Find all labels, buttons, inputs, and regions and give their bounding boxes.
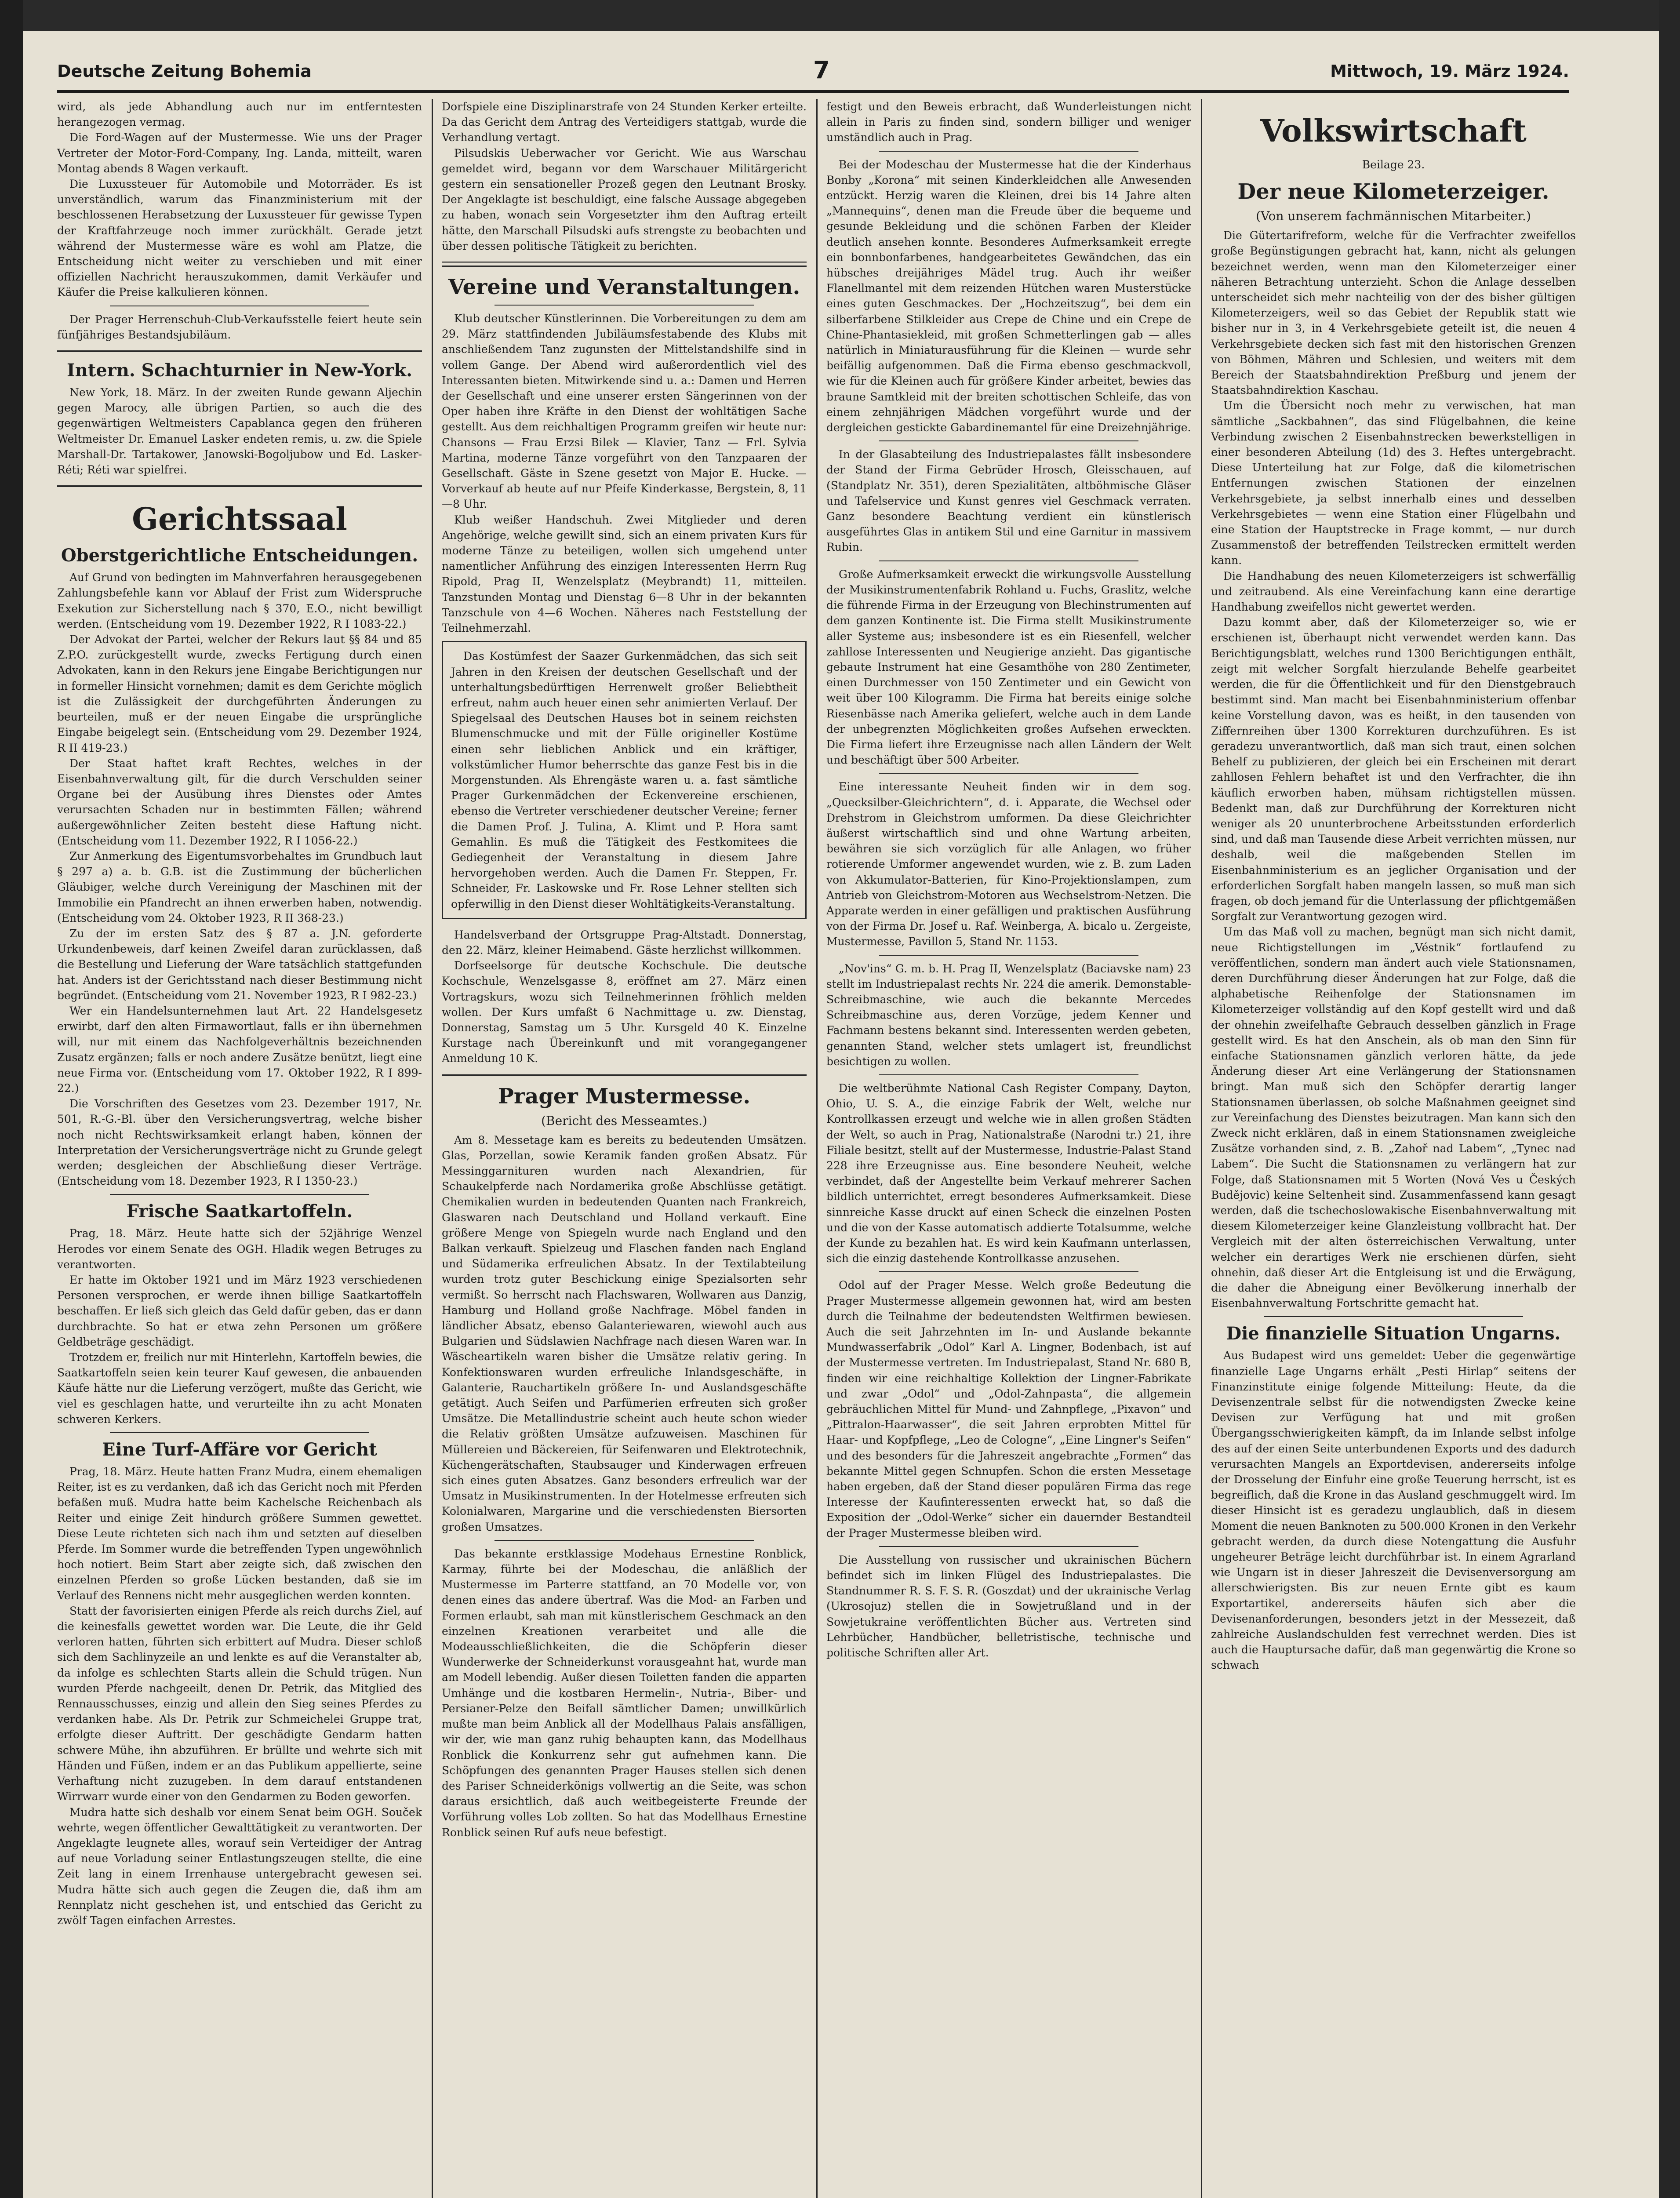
paragraph: Klub weißer Handschuh. Zwei Mitglieder und deren Angehörige, welche gewillt sind, sich an einem privaten Kurs für moderne Tänze zu beteiligen, wollen sich umgehend unter namentlicher Anführung des einzigen Interessenten Herrn Rug Ripold, Prag II, Wenzelsplatz (Meybrandt) 11, mitteilen. Tanzstunden Montag und Dienstag 6—8 Uhr in der bekannten Tanzschule von 4—6 Wochen. Näheres nach Feststellung der Teilnehmerzahl. xyxy=(442,513,807,635)
paragraph: Die Ausstellung von russischer und ukrainischen Büchern befindet sich im linken Flügel des Industriepalastes. Die Standnummer R. S. F. S. R. (Goszdat) und der ukrainische Verlag (Ukrosojuz) stellen die in Sowjetrußland und in der Sowjetukraine veröffentlichten Bücher aus. Vertreten sind Lehrbücher, Handbücher, belletristische, technische und politische Schriften aller Art. xyxy=(826,1553,1191,1659)
column-divider xyxy=(816,99,818,2198)
divider xyxy=(879,151,1138,152)
divider xyxy=(879,440,1138,441)
paragraph: Dorfspiele eine Disziplinarstrafe von 24 Stunden Kerker erteilte. Da das Gericht dem Antrag des Verteidigers stattgab, wurde die Verhandlung vertagt. xyxy=(442,100,807,144)
article-title-turf: Eine Turf-Affäre vor Gericht xyxy=(102,1439,377,1460)
paragraph: Trotzdem er, freilich nur mit Hinterlehn, Kartoffeln bewies, die Saatkartoffeln seien kein teurer Kauf gewesen, die anbauenden Käufe hätte nur die Lieferung verzögert, mußte das Gericht, wie viel es geschlagen hatte, und verurteilte ihn zu acht Monaten schweren Kerkers. xyxy=(57,1351,422,1426)
paragraph: Der Prager Herrenschuh-Club-Verkaufsstelle feiert heute sein fünfjähriges Bestandsjubiläum. xyxy=(57,313,422,341)
paragraph: Der Advokat der Partei, welcher der Rekurs laut §§ 84 und 85 Z.P.O. zurückgestellt wurde, zwecks Fertigung durch einen Advokaten, kann in den Rekurs jene Eingabe Berichtigungen nur in formeller Hinsicht vornehmen; damit es dem Gerichte möglich ist die Zulässigkeit der durchgeführten Änderungen zu beurteilen, muß er der neuen Eingabe die ursprüngliche Eingabe beigelegt sein. (Entscheidung vom 29. Dezember 1924, R II 419-23.) xyxy=(57,633,422,754)
section-title-vereine: Vereine und Veranstaltungen. xyxy=(448,275,800,300)
issue-date: Mittwoch, 19. März 1924. xyxy=(1330,62,1569,81)
paragraph: Die Ford-Wagen auf der Mustermesse. Wie uns der Prager Vertreter der Motor-Ford-Company, Ing. Landa, mitteilt, waren Montag abends 8 Wagen verkauft. xyxy=(57,131,422,175)
paragraph: Die Handhabung des neuen Kilometerzeigers ist schwerfällig und zeitraubend. Als eine Vereinfachung kann eine derartige Handhabung zweifellos nicht gewertet werden. xyxy=(1211,569,1576,614)
paragraph: Auf Grund von bedingten im Mahnverfahren herausgegebenen Zahlungsbefehle kann vor Ablauf der Frist zum Widerspruche Exekution zur Sicherstellung nach § 370, E.O., nicht bewilligt werden. (Entscheidung vom 19. Dezember 1922, R I 1083-22.) xyxy=(57,571,422,630)
column-divider xyxy=(1201,99,1202,2198)
divider xyxy=(57,485,422,487)
divider xyxy=(879,773,1138,774)
paragraph: Aus Budapest wird uns gemeldet: Ueber die gegenwärtige finanzielle Lage Ungarns erhält „Pesti Hirlap“ seitens der Finanzinstitute einige folgende Mitteilung: Heute, da die Devisenzentrale selbst für die notwendigsten Zwecke keine Devisen zur Verfügung hat und mit großen Übergangsschwierigkeiten kämpft, da im Inlande selbst infolge des auf der einen Seite unterbundenen Exports und des dadurch verursachten Mangels an Exportdevisen, andererseits infolge der Drosselung der Einfuhr eine große Teuerung herrscht, ist es begreiflich, daß die Krone in das Ausland geschmuggelt wird. Im dieser Hinsicht ist es geradezu unglaublich, daß in diesem Moment die neuen Banknoten zu 500.000 Kronen in den Verkehr gebracht werden, da durch diese Notengattung die Ausfuhr ungeheurer Beträge leicht durchführbar ist. In einem Agrarland wie Ungarn ist in dieser Jahreszeit die Devisenversorgung am allerschwierigsten. Bis zur neuen Ernte gibt es kaum Exportartikel, andererseits häufen sich aber die Devisenanforderungen, besonders jetzt in der Messezeit, daß zahlreiche Auslandschulden fest verrechnet werden. Dies ist auch die Hauptursache dafür, daß man gegenwärtig die Krone so schwach xyxy=(1211,1349,1576,1672)
boxed-notice xyxy=(442,641,807,919)
paragraph: „Nov'ins“ G. m. b. H. Prag II, Wenzelsplatz (Baciavske nam) 23 stellt im Industriepalast rechts Nr. 224 die amerik. Demonstable-Schreibmaschine, wie auch die bekannte Mercedes Schreibmaschine aus, deren Vorzüge, jedem Kenner und Fachmann bestens bekannt sind. Interessenten werden gebeten, genannten Stand, welcher stets umlagert ist, freundlichst besichtigen zu wollen. xyxy=(826,962,1191,1068)
column-4 xyxy=(1211,99,1576,2198)
paragraph: Er hatte im Oktober 1921 und im März 1923 verschiedenen Personen versprochen, er werde ihnen billige Saatkartoffeln beschaffen. Er ließ sich gleich das Geld dafür geben, das er dann durchbrachte. So hat er etwa zehn Personen um größere Geldbeträge geschädigt. xyxy=(57,1274,422,1348)
column-1 xyxy=(57,99,422,2198)
divider xyxy=(1264,1316,1523,1317)
paragraph: Prag, 18. März. Heute hatten Franz Mudra, einem ehemaligen Reiter, ist es zu verdanken, daß ich das Gericht noch mit Pferden befaßen muß. Mudra hatte beim Kachelsche Reichenbach als Reiter und einige Zeit hindurch größere Summen gewettet. Diese Leute richteten sich nach ihm und setzten auf dieselben Pferde. Im Sommer wurde die betreffenden Typen ungewöhnlich hoch notiert. Beim Start aber zeigte sich, daß zwischen den einzelnen Pferden so große Lücken bestanden, daß sie im Verlauf des Rennens nicht mehr ausgeglichen werden konnten. xyxy=(57,1465,422,1602)
paragraph: Bei der Modeschau der Mustermesse hat die der Kinderhaus Bonby „Korona“ mit seinen Kinderkleidchen alle Anwesenden entzückt. Herzig waren die Kleinen, drei bis 14 Jahre alten „Mannequins“, denen man die Freude über die bequeme und gesunde Bekleidung und die schönen Farben der Kleider deutlich ansehen konnte. Besonderes Aufmerksamkeit erregte ein bonnbonfarbenes, handgearbeitetes Gewändchen, das ein hübsches dreijähriges Mädel trug. Auch ihr weißer Flanellmantel mit dem reizenden Hütchen waren Musterstücke eines guten Geschmackes. Der „Hochzeitszug“, bei dem ein silberfarbene Stilkleider aus Crepe de Chine und ein Crepe de Chine-Phantasiekleid, mit großen Schmetterlingen gab — alles natürlich in Miniaturausführung für die Kleinen — wurde sehr beifällig aufgenommen. Daß die Firma ebenso geschmackvoll, wie für die Kleinen auch für größere Kinder arbeitet, bewies das braune Samtkleid mit der breiten schottischen Schleife, das von einem zehnjährigen Mädchen vorgeführt wurde und der dergleichen gestickte Gabardinemantel für eine Dreizehnjährige. xyxy=(826,158,1191,434)
masthead-title: Deutsche Zeitung Bohemia xyxy=(57,62,312,81)
divider xyxy=(879,560,1138,561)
divider xyxy=(110,1432,369,1433)
divider xyxy=(879,955,1138,956)
divider xyxy=(495,305,754,306)
paragraph: Statt der favorisierten einigen Pferde als reich durchs Ziel, auf die keinesfalls gewettet worden war. Die Leute, die ihr Geld verloren hatten, führten sich erbittert auf Mudra. Dieser schloß sich dem Sachlinyzeile an und lenkte es auf die Veranstalter ab, da infolge es schlechten Starts allein die Schuld trügen. Nun wurden Pferde nachgeeilt, denen Dr. Petrik, das Mitglied des Rennausschusses, einzig und allein den Sieg seines Pferdes zu verdanken habe. Als Dr. Petrik zur Schmeichelei Gruppe trat, erfolgte dieser Auftritt. Der geschädigte Gendarm hatten schwere Mühe, ihn abzuführen. Er brüllte und wehrte sich mit Händen und Füßen, indem er an das Publikum appellierte, seine Verhaftung nicht zuzugeben. In dem darauf entstandenen Wirrwarr wurde einer von den Gendarmen zu Boden geworfen. xyxy=(57,1604,422,1803)
paragraph: Am 8. Messetage kam es bereits zu bedeutenden Umsätzen. Glas, Porzellan, sowie Keramik fanden großen Absatz. Für Messinggarnituren wurden nach Alexandrien, für Schaukelpferde nach Nordamerika große Abschlüsse getätigt. Chemikalien wurden in bedeutenden Quanten nach Frankreich, Glaswaren nach Deutschland und Holland verkauft. Eine größere Menge von Spiegeln wurde nach England und den Balkan verkauft. Spielzeug und Flaschen fanden nach England und Südamerika erfreulichen Absatz. In der Textilabteilung wurden trotz guter Beschickung einige Spezialsorten sehr vermißt. So herrscht nach Flachswaren, Wollwaren aus Danzig, Hamburg und Holland große Nachfrage. Möbel fanden in ländlicher Absatz, ebenso Galanteriewaren, wiewohl auch aus Bulgarien und Südslawien Nachfrage nach diesen Waren war. In Wäscheartikeln waren bisher die Umsätze relativ gering. In Konfektionswaren wurden erfreuliche Inlandsgeschäfte, in Galanterie, Rauchartikeln größere In- und Auslandsgeschäfte getätigt. Auch Seifen und Parfümerien erfreuten sich großer Umsätze. Die Metallindustrie scheint auch heute schon wieder die Relativ größten Umsätze aufzuweisen. Maschinen für Müllereien und Bäckereien, für Seifenwaren und Elektrotechnik, Küchengerätschaften, Staubsauger und Kinderwagen erfreuen sich eines guten Absatzes. Ganz besonders erfreulich war der Umsatz in Musikinstrumenten. In der Hotelmesse erfreuten sich Kolonialwaren, Margarine und die verschiedensten Biersorten großen Umsatzes. xyxy=(442,1133,807,1533)
page-number: 7 xyxy=(813,56,830,84)
paragraph: Das Kostümfest der Saazer Gurkenmädchen, das sich seit Jahren in den Kreisen der deutschen Gesellschaft und der unterhaltungsbedürftigen Herrenwelt großer Beliebtheit erfreut, nahm auch heuer einen sehr animierten Verlauf. Der Spiegelsaal des Deutschen Hauses bot in seinem reichsten Blumenschmucke und mit der Fülle origineller Kostüme einen sehr lieblichen Anblick und ein kräftiger, volkstümlicher Humor beherrschte das ganze Fest bis in die Morgenstunden. Als Ehrengäste waren u. a. fast sämtliche Prager Gurkenmädchen der Eckenvereine erschienen, ebenso die Vertreter verschiedener deutscher Vereine; ferner die Damen Prof. J. Tulina, A. Klimt und P. Hora samt Gemahlin. Es muß die Tätigkeit des Festkomitees die Gediegenheit der Veranstaltung in diesem Jahre hervorgehoben werden. Auch die Damen Fr. Steppen, Fr. Schneider, Fr. Laskowske und Fr. Rose Lehner stellten sich opferwillig in den Dienst dieser Wohltätigkeits-Veranstaltung. xyxy=(451,650,797,910)
paragraph: Um die Übersicht noch mehr zu verwischen, hat man sämtliche „Sackbahnen“, das sind Flügelbahnen, die keine Verbindung zwischen 2 Eisenbahnstrecken bewerkstelligen in einer besonderen Abteilung (1d) des 3. Heftes untergebracht. Diese Unterteilung hat zur Folge, daß die kilometrischen Entfernungen zwischen Stationen der einzelnen Verkehrsgebiete, ja selbst innerhalb eines und desselben Verkehrsgebietes — wenn eine Station einer Flügelbahn und eine Station der Hauptstrecke in Frage kommt, — nur durch Zusammenstoß der betreffenden Teilstrecken ermittelt werden kann. xyxy=(1211,399,1576,567)
paragraph: Dorfseelsorge für deutsche Kochschule. Die deutsche Kochschule, Wenzelsgasse 8, eröffnet am 27. März einen Vortragskurs, wozu sich Teilnehmerinnen fröhlich melden wollen. Der Kurs umfaßt 6 Nachmittage u. zw. Dienstag, Donnerstag, Samstag um 5 Uhr. Kursgeld 40 K. Einzelne Kurstage nach Übereinkunft und mit vorangegangener Anmeldung 10 K. xyxy=(442,959,807,1065)
article-title-chess: Intern. Schachturnier in New-York. xyxy=(66,360,413,381)
section-title-volkswirtschaft: Volkswirtschaft xyxy=(1260,113,1527,149)
section-subtitle: Beilage 23. xyxy=(1362,158,1425,171)
paragraph: Klub deutscher Künstlerinnen. Die Vorbereitungen zu dem am 29. März stattfindenden Jubiläumsfestabende des Klubs mit anschließendem Tanz zugunsten der Mittelstandshilfe sind in vollem Gange. Der Abend wird außerordentlich viel des Interessanten bieten. Mitwirkende sind u. a.: Damen und Herren der Gesellschaft und eine unserer ersten Sängerinnen von der Oper haben ihre Kräfte in den Dienst der wohltätigen Sache gestellt. Aus dem reichhaltigen Programm greifen wir heute nur: Chansons — Frau Erzsi Bilek — Klavier, Tanz — Frl. Sylvia Martina, moderne Tänze vorgeführt von den Tanzpaaren der Gesellschaft. Gäste in Szene gesetzt von Major E. Hucke. — Vorverkauf ab heute auf nur Pfeife Kinderkasse, Bergstein, 8, 11—8 Uhr. xyxy=(442,312,807,511)
paragraph: Mudra hatte sich deshalb vor einem Senat beim OGH. Souček wehrte, wegen öffentlicher Gewalttätigkeit zu verantworten. Der Angeklagte leugnete alles, worauf sein Verteidiger der Antrag auf neue Vorladung seiner Entlastungszeugen stellte, die eine Zeit lang in einem Irrenhause untergebracht gewesen sei. Mudra hätte sich auch gegen die Zeugen die, daß ihm am Rennplatz nicht geschehen ist, und entschied das Gericht zu zwölf Tagen einfachen Arrestes. xyxy=(57,1805,422,1927)
paragraph: Odol auf der Prager Messe. Welch große Bedeutung die Prager Mustermesse allgemein gewonnen hat, wird am besten durch die Teilnahme der bedeutendsten Weltfirmen bewiesen. Auch die seit Jahrzehnten im In- und Auslande bekannte Mundwasserfabrik „Odol“ Karl A. Lingner, Bodenbach, ist auf der Mustermesse vertreten. Im Industriepalast, Stand Nr. 680 B, finden wir eine reichhaltige Kollektion der Lingner-Fabrikate und zwar „Odol“ und „Odol-Zahnpasta“, die allgemein gebräuchlichen Mittel für Mund- und Zahnpflege, „Pixavon“ und „Pittralon-Haarwasser“, die seit Jahren erprobten Mittel für Haar- und Kopfpflege, „Leo de Cologne“, „Eine Lingner's Seifen“ und des besonders für die Jahreszeit angebrachte „Formen“ das bekannte Mittel gegen Schnupfen. Schon die ersten Messetage haben ergeben, daß der Stand dieser populären Firma das rege Interesse der Kaufinteressenten erweckt hat, so daß die Exposition der „Odol-Werke“ sicher ein dauernder Bestandteil der Prager Mustermesse bleiben wird. xyxy=(826,1279,1191,1539)
section-subtitle: (Bericht des Messeamtes.) xyxy=(541,1113,707,1128)
paragraph: Pilsudskis Ueberwacher vor Gericht. Wie aus Warschau gemeldet wird, begann vor dem Warschauer Militärgericht gestern ein sensationeller Prozeß gegen den Leutnant Brosky. Der Angeklagte ist beschuldigt, eine falsche Aussage abgegeben zu haben, wonach sein Vorgesetzter ihm den Auftrag erteilt hätte, den Marschall Pilsudski aufs strengste zu beobachten und über dessen politische Tätigkeit zu berichten. xyxy=(442,146,807,252)
paragraph: In der Glasabteilung des Industriepalastes fällt insbesondere der Stand der Firma Gebrüder Hrosch, Gleisschauen, auf (Standplatz Nr. 351), deren Spezialitäten, altböhmische Gläser und Tafelservice und Kunst genres viel Geschmack verraten. Ganz besondere Beachtung verdient ein künstlerisch ausgeführtes Glas in antikem Stil und eine Garnitur in massivem Rubin. xyxy=(826,448,1191,554)
paragraph: Prag, 18. März. Heute hatte sich der 52jährige Wenzel Herodes vor einem Senate des OGH. Hladik wegen Betruges zu verantworten. xyxy=(57,1227,422,1271)
paragraph: Dazu kommt aber, daß der Kilometerzeiger so, wie er erschienen ist, überhaupt nicht verwendet werden kann. Das Berichtigungsblatt, welches rund 1300 Berichtigungen enthält, zeigt mit welcher Sorgfalt hierzulande Behelfe gearbeitet werden, die für die Öffentlichkeit und für den Dienstgebrauch bestimmt sind. Man macht bei Eisenbahnministerium offenbar keine Vorstellung davon, was es heißt, in den tausenden von Ziffernreihen über 1300 Korrekturen durchzuführen. Es ist geradezu unverantwortlich, daß man sich traut, einen solchen Behelf zu publizieren, der gleich bei ein Erscheinen mit derart zahllosen Fehlern behaftet ist und den Verfrachter, die ihn käuflich erworben haben, mühsam richtigstellen müssen. Bedenkt man, daß zur Durchführung der Korrekturen nicht weniger als 20 ununterbrochene Arbeitsstunden erforderlich sind, und daß man Tausende diese Arbeit verrichten müssen, nur deshalb, weil die maßgebenden Stellen im Eisenbahnministerium es an jeglicher Organisation und der erforderlichen Sorgfalt haben mangeln lassen, so muß man sich fragen, ob doch jemand für die Unterlassung der pflichtgemäßen Sorgfalt zur Verantwortung gezogen wird. xyxy=(1211,616,1576,923)
article-title-kilometerzeiger: Der neue Kilometerzeiger. xyxy=(1237,179,1549,204)
paragraph: New York, 18. März. In der zweiten Runde gewann Aljechin gegen Marocy, alle übrigen Partien, so auch die des gegenwärtigen Weltmeisters Capablanca gegen den früheren Weltmeister Dr. Emanuel Lasker endeten remis, u. zw. die Spiele Marshall-Dr. Tartakower, Janowski-Bogoljubow und Ed. Lasker-Réti; Réti war spielfrei. xyxy=(57,386,422,477)
paragraph: Zu der im ersten Satz des § 87 a. J.N. geforderte Urkundenbeweis, darf keinen Zweifel daran zurücklassen, daß die Bestellung und Lieferung der Ware tatsächlich stattgefunden hat. Anders ist der Gerichtsstand nach dieser Bestimmung nicht begründet. (Entscheidung vom 21. November 1923, R I 982-23.) xyxy=(57,927,422,1002)
article-subtitle: (Von unserem fachmännischen Mitarbeiter.) xyxy=(1256,209,1531,224)
paragraph: Der Staat haftet kraft Rechtes, welches in der Eisenbahnverwaltung gilt, für die durch Verschulden seiner Organe bei der Ausübung ihres Dienstes oder Amtes verursachten Schaden nur in bestimmten Fällen; während außergewöhnlicher Zeiten besteht diese Haftung nicht. (Entscheidung vom 11. Dezember 1922, R I 1056-22.) xyxy=(57,757,422,847)
paragraph: wird, als jede Abhandlung auch nur im entferntesten herangezogen vermag. xyxy=(57,100,422,129)
header-rule xyxy=(57,90,1569,93)
divider xyxy=(879,1271,1138,1272)
paragraph: Die Gütertarifreform, welche für die Verfrachter zweifellos große Begünstigungen gebracht hat, kann, nicht als gelungen bezeichnet werden, wenn man den Kilometerzeiger einer näheren Betrachtung unterzieht. Schon die Anlage desselben unterscheidet sich mehr nachteilig von der des bisher gültigen Kilometerzeigers, weil so das Gebiet der Republik statt wie bisher nur in 3, in 4 Verkehrsgebiete geteilt ist, die neuen 4 Verkehrsgebiete decken sich fast mit den historischen Grenzen von Böhmen, Mähren und Schlesien, und weiters mit dem Bereich der Staatsbahndirektion Preßburg und jenem der Staatsbahndirektion Kaschau. xyxy=(1211,229,1576,397)
paragraph: Die weltberühmte National Cash Register Company, Dayton, Ohio, U. S. A., die einzige Fabrik der Welt, welche nur Kontrollkassen erzeugt und welche wie in allen großen Städten der Welt, so auch in Prag, Nationalstraße (Narodni tr.) 21, ihre Filiale besitzt, stellt auf der Mustermesse, Industrie-Palast Stand 228 ihre Erzeugnisse aus. Eine besondere Neuheit, welche verbindet, daß der Angestellte beim Verkauf mehrerer Sachen bildlich unterrichtet, erregt besonderes Aufmerksamkeit. Diese sinnreiche Kasse druckt auf einen Scheck die einzelnen Posten und die von der Kasse automatisch addierte Totalsumme, welche der Kunde zu bezahlen hat. Es wird kein Kaufmann unterlassen, sich die einzig dastehende Kontrollkasse anzusehen. xyxy=(826,1081,1191,1265)
section-title-mustermesse: Prager Mustermesse. xyxy=(498,1084,751,1109)
paragraph: Handelsverband der Ortsgruppe Prag-Altstadt. Donnerstag, den 22. März, kleiner Heimabend. Gäste herzlichst willkommen. xyxy=(442,928,807,957)
paragraph: Das bekannte erstklassige Modehaus Ernestine Ronblick, Karmay, führte bei der Modeschau, die anläßlich der Mustermesse im Parterre stattfand, an 70 Modelle vor, von denen eines das andere übertraf. Was die Mod- an Farben und Formen erlaubt, sah man mit künstlerischem Geschmack an den einzelnen Kreationen verarbeitet und alle die Modeausschließlichkeiten, die die Schöpferin dieser Wunderwerke der Schneiderkunst vorausgeahnt hat, wurde man am Modell lebendig. Außer diesen Toiletten fanden die apparten Umhänge und die kostbaren Hermelin-, Nutria-, Biber- und Persianer-Pelze den Beifall sämtlicher Damen; unwillkürlich mußte man beim Anblick all der Modellhaus Palais ansfälligen, wir der, wie man ganz ruhig behaupten kann, das Modellhaus Ronblick die Konkurrenz sehr gut aufnehmen kann. Die Schöpfungen des genannten Prager Hauses stellen sich denen des Pariser Schneiderkönigs vollwertig an die Seite, was schon daraus ersichtlich, daß auch weitbegeisterte Freunde der Vorführung volles Lob zollten. So hat das Modellhaus Ernestine Ronblick seinen Ruf aufs neue befestigt. xyxy=(442,1547,807,1839)
paragraph: Eine interessante Neuheit finden wir in dem sog. „Quecksilber-Gleichrichtern“, d. i. Apparate, die Wechsel oder Drehstrom in Gleichstrom umformen. Da diese Gleichrichter äußerst wirtschaftlich sind und ohne Wartung arbeiten, bewähren sie sich vorzüglich für alle Anlagen, wo früher rotierende Umformer angewendet wurden, wie z. B. zum Laden von Akkumulator-Batterien, für Kino-Projektionslampen, zum Antrieb von Gleichstrom-Motoren aus Wechselstrom-Netzen. Die Apparate werden in einer gefälligen und praktischen Ausführung von der Firma Dr. Josef u. Raf. Weinberga, A. bicalo u. Zergeiste, Mustermesse, Pavillon 5, Stand Nr. 1153. xyxy=(826,780,1191,948)
paragraph: Die Vorschriften des Gesetzes vom 23. Dezember 1917, Nr. 501, R.-G.-Bl. über den Versicherungsvertrag, welche bisher noch nicht Rechtswirksamkeit erlangt haben, können der Interpretation der Versicherungsverträge nicht zu Grunde gelegt werden; desgleichen der Abschließung dieser Verträge. (Entscheidung vom 18. Dezember 1923, R I 1350-23.) xyxy=(57,1097,422,1188)
paragraph: Große Aufmerksamkeit erweckt die wirkungsvolle Ausstellung der Musikinstrumentenfabrik Rohland u. Fuchs, Graslitz, welche die führende Firma in der Erzeugung von Blechinstrumenten auf dem ganzen Kontinente ist. Die Firma stellt Musikinstrumente aller Systeme aus; insbesondere ist es ein Riesenfell, welcher zahllose Interessenten und Neugierige anzieht. Das gigantische gebaute Instrument hat eine Gesamthöhe von 280 Zentimeter, einen Durchmesser von 150 Zentimeter und ein Gewicht von weit über 100 Kilogramm. Die Firma hat bereits einige solche Riesenbässe nach Amerika geliefert, welche auch in dem Lande der unbegrenzten Möglichkeiten großes Aufsehen erweckten. Die Firma liefert ihre Erzeugnisse nach allen Ländern der Welt und beschäftigt über 500 Arbeiter. xyxy=(826,568,1191,767)
article-title-ogh: Oberstgerichtliche Entscheidungen. xyxy=(61,545,418,566)
column-divider xyxy=(432,99,433,2198)
scan-edge-right xyxy=(1659,0,1680,2198)
divider xyxy=(879,1546,1138,1547)
paragraph: Wer ein Handelsunternehmen laut Art. 22 Handelsgesetz erwirbt, darf den alten Firmawortlaut, falls er ihn übernehmen will, nur mit einem das Nachfolgeverhältnis bezeichnenden Zusatz ergänzen; falls er noch andere Zusätze benützt, liegt eine neue Firma vor. (Entscheidung vom 17. Oktober 1922, R I 899-22.) xyxy=(57,1004,422,1095)
paragraph: festigt und den Beweis erbracht, daß Wunderleistungen nicht allein in Paris zu finden sind, sondern billiger und weniger umständlich auch in Prag. xyxy=(826,100,1191,144)
divider xyxy=(110,1194,369,1195)
divider xyxy=(879,1074,1138,1075)
column-2 xyxy=(442,99,807,2198)
article-title-ungarn: Die finanzielle Situation Ungarns. xyxy=(1226,1323,1561,1344)
divider xyxy=(442,1074,807,1076)
paragraph: Die Luxussteuer für Automobile und Motorräder. Es ist unverständlich, warum das Finanzministerium mit der beschlossenen Herabsetzung der Luxussteuer für gewisse Typen der Kraftfahrzeuge noch immer zurückhält. Gerade jetzt während der Mustermesse wäre es wohl am Platze, die Entscheidung nicht weiter zu verschieben und mit einer offiziellen Nachricht herauszukommen, damit Verkäufer und Käufer die Preise kalkulieren können. xyxy=(57,178,422,299)
divider xyxy=(442,262,807,267)
paragraph: Zur Anmerkung des Eigentumsvorbehaltes im Grundbuch laut § 297 a) a. b. G.B. ist die Zustimmung der bücherlichen Gläubiger, welche durch Vereinigung der Maschinen mit der Immobilie ein Pfandrecht an ihnen erwerben haben, notwendig. (Entscheidung vom 24. Oktober 1923, R II 368-23.) xyxy=(57,849,422,924)
column-3 xyxy=(826,99,1191,2198)
page-header xyxy=(57,53,1569,90)
paragraph: Um das Maß voll zu machen, begnügt man sich nicht damit, neue Richtigstellungen im „Véstnik“ fortlaufend zu veröffentlichen, sondern man ändert auch viele Stationsnamen, deren Durchführung dieser Änderungen hat zur Folge, daß die alphabetische Reihenfolge der Stationsnamen im Kilometerzeiger vollständig auf den Kopf gestellt wird und daß der ohnehin zweifelhafte Gebrauch desselben gänzlich in Frage gestellt wird. Es hat den Anschein, als ob man den Sinn für einfache Stationsnamen gänzlich verloren hätte, da jede Änderung dieser Art eine Verlängerung der Stationsnamen bringt. Man muß sich den Schöpfer derartig langer Stationsnamen überlassen, ob solche Maßnahmen geeignet sind zur Vereinfachung des Dienstes beizutragen. Man kann sich den Zweck nicht erklären, daß in einem Stationsnamen zweigleiche Zusätze vorhanden sind, z. B. „Zahoř nad Labem“, „Tynec nad Labem“. Die Sucht die Stationsnamen zu verlängern hat zur Folge, daß Stationsnamen mit 5 Worten (Nová Ves u Českých Budějovic) keine Seltenheit sind. Zusammenfassend kann gesagt werden, daß die tschechoslowakische Eisenbahnverwaltung mit diesem Kilometerzeiger keine Glanzleistung vollbracht hat. Der Vergleich mit der alten österreichischen Verwaltung, unter welcher ein derartiges Werk nie erschienen dürfen, sieht ohnehin, daß dieser Art die Entgleisung ist und die Erwägung, die daher die Abneigung einer Bevölkerung innerhalb der Eisenbahnverwaltung Fortschritte gemacht hat. xyxy=(1211,925,1576,1310)
article-title-saatkartoffeln: Frische Saatkartoffeln. xyxy=(126,1201,353,1222)
divider xyxy=(57,350,422,352)
scan-edge-left xyxy=(0,0,23,2198)
section-title-gerichtssaal: Gerichtssaal xyxy=(132,501,347,538)
divider xyxy=(495,1540,754,1541)
